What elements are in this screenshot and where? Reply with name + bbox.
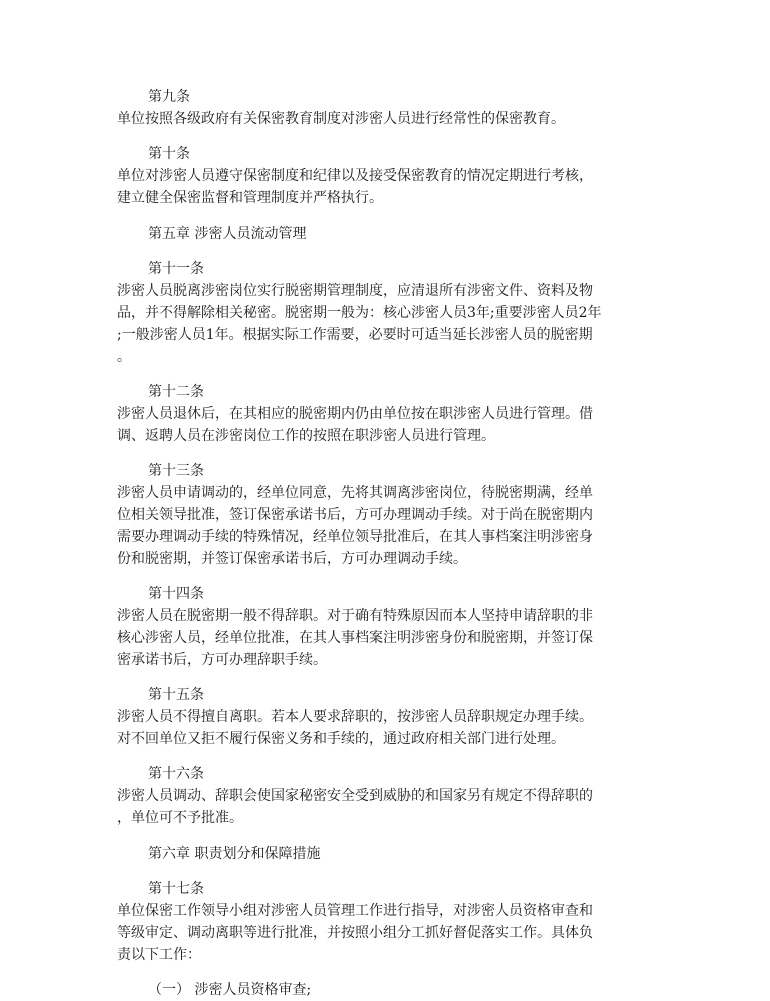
article-heading: 第九条 bbox=[148, 89, 190, 105]
article-heading: 第十一条 bbox=[148, 261, 204, 277]
article-heading: 第十三条 bbox=[148, 463, 204, 479]
article-heading: 第十四条 bbox=[148, 586, 204, 602]
article-body: 单位保密工作领导小组对涉密人员管理工作进行指导，对涉密人员资格审查和 等级审定、调动离职等进行批准，并按照小组分工抓好督促落实工作。具体负 责以下工作： bbox=[117, 903, 593, 963]
article-heading: 第十条 bbox=[148, 146, 190, 162]
article-body: 单位对涉密人员遵守保密制度和纪律以及接受保密教育的情况定期进行考核， 建立健全保密监督和管理制度并严格执行。 bbox=[117, 168, 593, 206]
article-body: 涉密人员在脱密期一般不得辞职。对于确有特殊原因而本人坚持申请辞职的非 核心涉密人员，经单位批准，在其人事档案注明涉密身份和脱密期，并签订保 密承诺书后，方可办理辞职手续。 bbox=[117, 608, 593, 668]
list-item: （一） 涉密人员资格审查; bbox=[148, 982, 312, 998]
article-heading: 第十二条 bbox=[148, 384, 204, 400]
article-heading: 第十六条 bbox=[148, 766, 204, 782]
article-body: 涉密人员申请调动的，经单位同意，先将其调离涉密岗位，待脱密期满，经单 位相关领导批准，签订保密承诺书后，方可办理调动手续。对于尚在脱密期内 需要办理调动手续的特殊情况，经单位领导批准后，在其人事档案注明涉密身 份和脱密期，并签订保密承诺书后，方可办理调动手续。 bbox=[117, 485, 593, 567]
chapter-heading: 第五章 涉密人员流动管理 bbox=[148, 226, 307, 242]
document-page bbox=[117, 86, 657, 1001]
article-body: 涉密人员不得擅自离职。若本人要求辞职的，按涉密人员辞职规定办理手续。 对不回单位又拒不履行保密义务和手续的，通过政府相关部门进行处理。 bbox=[117, 709, 593, 747]
article-body: 涉密人员调动、辞职会使国家秘密安全受到威胁的和国家另有规定不得辞职的 ，单位可不予批准。 bbox=[117, 788, 593, 826]
article-heading: 第十五条 bbox=[148, 687, 204, 703]
article-body: 单位按照各级政府有关保密教育制度对涉密人员进行经常性的保密教育。 bbox=[117, 111, 565, 127]
article-body: 涉密人员退休后，在其相应的脱密期内仍由单位按在职涉密人员进行管理。借 调、返聘人员在涉密岗位工作的按照在职涉密人员进行管理。 bbox=[117, 406, 593, 444]
article-heading: 第十七条 bbox=[148, 881, 204, 897]
chapter-heading: 第六章 职责划分和保障措施 bbox=[148, 846, 321, 862]
article-body: 涉密人员脱离涉密岗位实行脱密期管理制度，应清退所有涉密文件、资料及物 品，并不得解除相关秘密。脱密期一般为：核心涉密人员3年;重要涉密人员2年 ;一般涉密人员1年。根据实际工作需要，必要时可适当延长涉密人员的脱密期 。 bbox=[117, 283, 602, 365]
